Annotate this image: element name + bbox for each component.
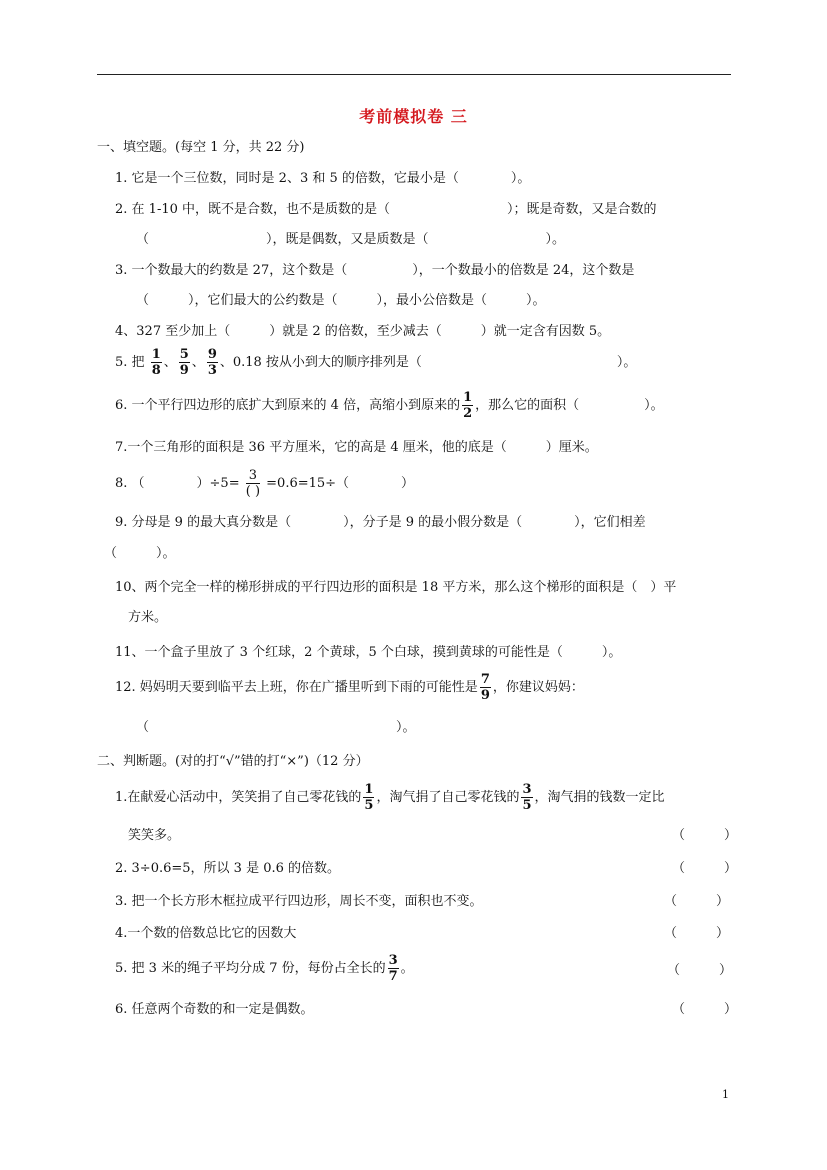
question-10-line1: 10、两个完全一样的梯形拼成的平行四边形的面积是 18 平方米，那么这个梯形的面积是（ ）平	[115, 580, 677, 595]
question-12-line2: （ ）。	[136, 720, 416, 735]
judge-6-answer[interactable]: （ ）	[672, 1002, 738, 1017]
question-8: 8. （ ）÷5= $\frac{3}{( )}$ =0.6=15÷（ ）	[115, 468, 415, 499]
section1-heading: 一、填空题。(每空 1 分，共 22 分)	[97, 140, 305, 155]
fraction-1-5: $\frac{1}{5}$	[364, 782, 374, 813]
section2-heading: 二、判断题。(对的打“√”错的打“×”)（12 分）	[97, 754, 369, 769]
question-12: 12. 妈妈明天要到临平去上班，你在广播里听到下雨的可能性是 $\frac{7}{9}$ ，你建议妈妈：	[115, 672, 584, 703]
question-2-line2: （ ），既是偶数，又是质数是（ ）。	[136, 232, 566, 247]
judge-3-answer[interactable]: （ ）	[664, 894, 730, 909]
question-5: 5. 把 $\frac{1}{8}$ 、 $\frac{5}{9}$ 、 $\frac{9}{3}$ 、0.18 按从小到大的顺序排列是（ ）。	[115, 347, 637, 378]
question-4: 4、327 至少加上（ ）就是 2 的倍数，至少减去（ ）就一定含有因数 5。	[115, 324, 611, 339]
judge-4: 4.一个数的倍数总比它的因数大	[115, 926, 297, 941]
judge-4-answer[interactable]: （ ）	[664, 926, 730, 941]
question-9-line2: （ ）。	[104, 546, 176, 561]
question-1: 1. 它是一个三位数，同时是 2、3 和 5 的倍数，它最小是（ ）。	[115, 171, 531, 186]
fraction-3-7: $\frac{3}{7}$	[388, 953, 398, 984]
judge-5-answer[interactable]: （ ）	[667, 963, 733, 978]
judge-2-answer[interactable]: （ ）	[672, 861, 738, 876]
judge-5: 5. 把 3 米的绳子平均分成 7 份，每份占全长的 $\frac{3}{7}$ 。	[115, 953, 414, 984]
question-2-line1: 2. 在 1-10 中，既不是合数，也不是质数的是（ ）；既是奇数，又是合数的	[115, 202, 657, 217]
fraction-1-2: $\frac{1}{2}$	[463, 390, 473, 421]
fraction-3-blank: $\frac{3}{( )}$	[245, 468, 261, 499]
header-rule	[97, 74, 731, 75]
judge-2: 2. 3÷0.6=5，所以 3 是 0.6 的倍数。	[115, 861, 341, 876]
page-title: 考前模拟卷 三	[359, 107, 468, 126]
question-3-line2: （ ），它们最大的公约数是（ ），最小公倍数是（ ）。	[136, 293, 546, 308]
fraction-3-5: $\frac{3}{5}$	[522, 782, 532, 813]
judge-3: 3. 把一个长方形木框拉成平行四边形，周长不变，面积也不变。	[115, 894, 483, 909]
question-11: 11、一个盒子里放了 3 个红球，2 个黄球，5 个白球，摸到黄球的可能性是（ ）。	[115, 645, 622, 660]
question-10-line2: 方米。	[128, 610, 168, 625]
fraction-1-8: $\frac{1}{8}$	[151, 347, 161, 378]
judge-1-answer[interactable]: （ ）	[672, 828, 738, 843]
question-9-line1: 9. 分母是 9 的最大真分数是（ ），分子是 9 的最小假分数是（ ），它们相差	[115, 515, 646, 530]
judge-1-line2: 笑笑多。	[128, 828, 181, 843]
page-number: 1	[722, 1088, 729, 1101]
question-7: 7.一个三角形的面积是 36 平方厘米，它的高是 4 厘米，他的底是（ ）厘米。	[115, 440, 598, 455]
judge-1: 1.在献爱心活动中，笑笑捐了自己零花钱的 $\frac{1}{5}$ ，淘气捐了自己零花钱的 $\frac{3}{5}$ ，淘气捐的钱数一定比	[115, 782, 665, 813]
fraction-5-9: $\frac{5}{9}$	[179, 347, 189, 378]
question-6: 6. 一个平行四边形的底扩大到原来的 4 倍，高缩小到原来的 $\frac{1}{2}$ ，那么它的面积（ ）。	[115, 390, 664, 421]
judge-6: 6. 任意两个奇数的和一定是偶数。	[115, 1002, 314, 1017]
fraction-7-9: $\frac{7}{9}$	[480, 672, 490, 703]
fraction-9-3: $\frac{9}{3}$	[207, 347, 217, 378]
question-3-line1: 3. 一个数最大的约数是 27，这个数是（ ），一个数最小的倍数是 24，这个数是	[115, 263, 635, 278]
